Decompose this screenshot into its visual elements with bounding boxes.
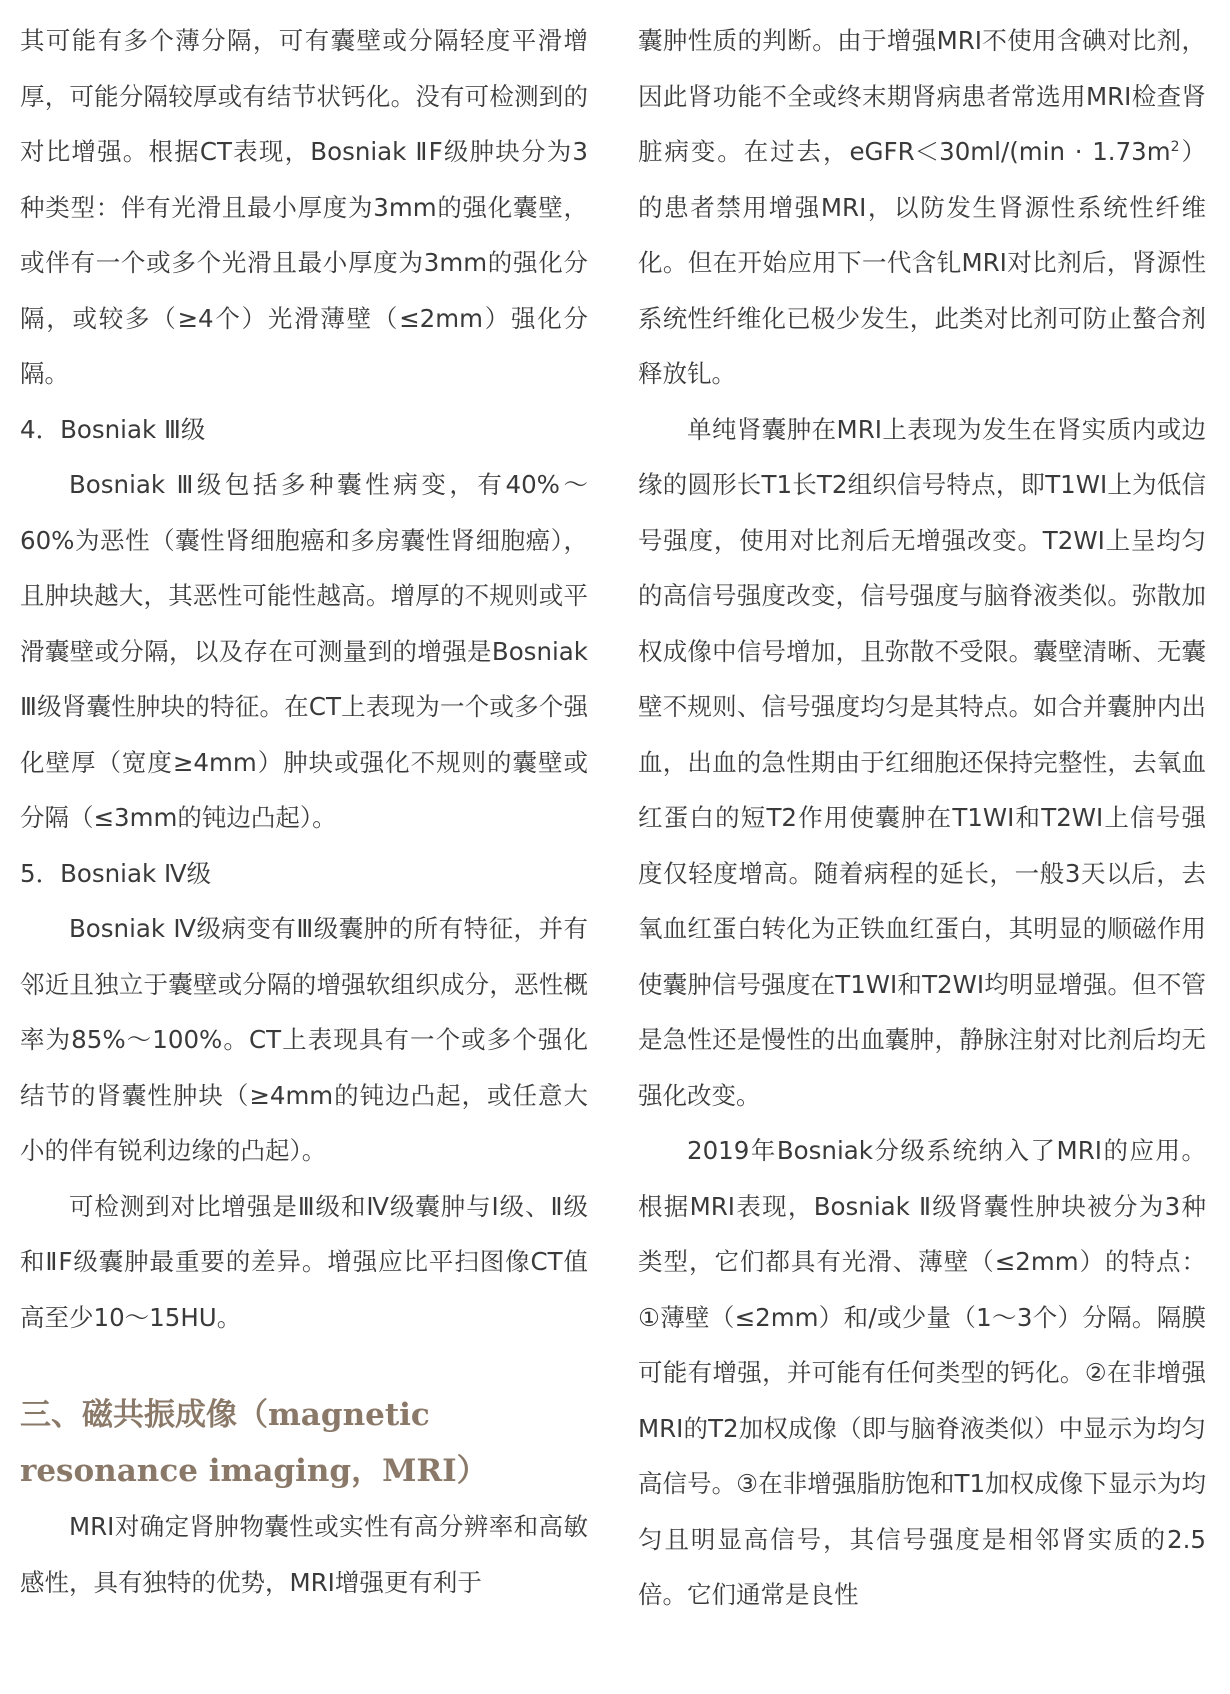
heading-bosniak-iv: 5．Bosniak Ⅳ级 bbox=[20, 858, 212, 888]
mri-contrast-text-a: 囊肿性质的判断。由于增强MRI不使用含碘对比剂，因此肾功能不全或终末期肾病患者常选用MRI检查肾脏病变。在过去，eGFR＜30ml/(min · 1.73m bbox=[638, 26, 1206, 166]
heading-bosniak-iii: 4．Bosniak Ⅲ级 bbox=[20, 414, 206, 444]
section-title-mri: 三、磁共振成像（magnetic resonance imaging，MRI） bbox=[20, 1397, 488, 1489]
paragraph-bosniak-iv: Bosniak Ⅳ级病变有Ⅲ级囊肿的所有特征，并有邻近且独立于囊壁或分隔的增强软组织成分，恶性概率为85%～100%。CT上表现具有一个或多个强化结节的肾囊性肿块（≥4mm的钝边凸起，或任意大小的伴有锐利边缘的凸起）。 bbox=[20, 914, 588, 1165]
paragraph-mri-intro: MRI对确定肾肿物囊性或实性有高分辨率和高敏感性，具有独特的优势，MRI增强更有利于 bbox=[20, 1512, 588, 1597]
paragraph-simple-cyst-mri: 单纯肾囊肿在MRI上表现为发生在肾实质内或边缘的圆形长T1长T2组织信号特点，即T1WI上为低信号强度，使用对比剂后无增强改变。T2WI上呈均匀的高信号强度改变，信号强度与脑脊液类似。弥散加权成像中信号增加，且弥散不受限。囊壁清晰、无囊壁不规则、信号强度均匀是其特点。如合并囊肿内出血，出血的急性期由于红细胞还保持完整性，去氧血红蛋白的短T2作用使囊肿在T1WI和T2WI上信号强度仅轻度增高。随着病程的延长，一般3天以后，去氧血红蛋白转化为正铁血红蛋白，其明显的顺磁作用使囊肿信号强度在T1WI和T2WI均明显增强。但不管是急性还是慢性的出血囊肿，静脉注射对比剂后均无强化改变。 bbox=[638, 414, 1206, 1110]
paragraph-bosniak-2019-mri: 2019年Bosniak分级系统纳入了MRI的应用。根据MRI表现，Bosniak Ⅱ级肾囊性肿块被分为3种类型，它们都具有光滑、薄壁（≤2mm）的特点：①薄壁（≤2mm）和/或少量（1～3个）分隔。隔膜可能有增强，并可能有任何类型的钙化。②在非增强MRI的T2加权成像（即与脑脊液类似）中显示为均匀高信号。③在非增强脂肪饱和T1加权成像下显示为均匀且明显高信号，其信号强度是相邻肾实质的2.5倍。它们通常是良性 bbox=[638, 1136, 1206, 1609]
left-column bbox=[20, 13, 588, 1610]
paragraph-enhancement-difference: 可检测到对比增强是Ⅲ级和Ⅳ级囊肿与Ⅰ级、Ⅱ级和ⅡF级囊肿最重要的差异。增强应比平扫图像CT值高至少10～15HU。 bbox=[20, 1191, 588, 1332]
paragraph-mri-contrast bbox=[638, 13, 1206, 402]
mri-contrast-text-b: ）的患者禁用增强MRI，以防发生肾源性系统性纤维化。但在开始应用下一代含钆MRI对比剂后，肾源性系统性纤维化已极少发生，此类对比剂可防止螯合剂释放钆。 bbox=[638, 137, 1206, 388]
paragraph-bosniak-iii: Bosniak Ⅲ级包括多种囊性病变，有40%～60%为恶性（囊性肾细胞癌和多房囊性肾细胞癌），且肿块越大，其恶性可能性越高。增厚的不规则或平滑囊壁或分隔，以及存在可测量到的增强是Bosniak Ⅲ级肾囊性肿块的特征。在CT上表现为一个或多个强化壁厚（宽度≥4mm）肿块或强化不规则的囊壁或分隔（≤3mm的钝边凸起）。 bbox=[20, 470, 588, 832]
right-column bbox=[638, 13, 1206, 1623]
paragraph-bosniak-iif: 其可能有多个薄分隔，可有囊壁或分隔轻度平滑增厚，可能分隔较厚或有结节状钙化。没有可检测到的对比增强。根据CT表现，Bosniak ⅡF级肿块分为3种类型：伴有光滑且最小厚度为3mm的强化囊壁，或伴有一个或多个光滑且最小厚度为3mm的强化分隔，或较多（≥4个）光滑薄壁（≤2mm）强化分隔。 bbox=[20, 26, 588, 388]
superscript-two: 2 bbox=[1170, 138, 1180, 155]
